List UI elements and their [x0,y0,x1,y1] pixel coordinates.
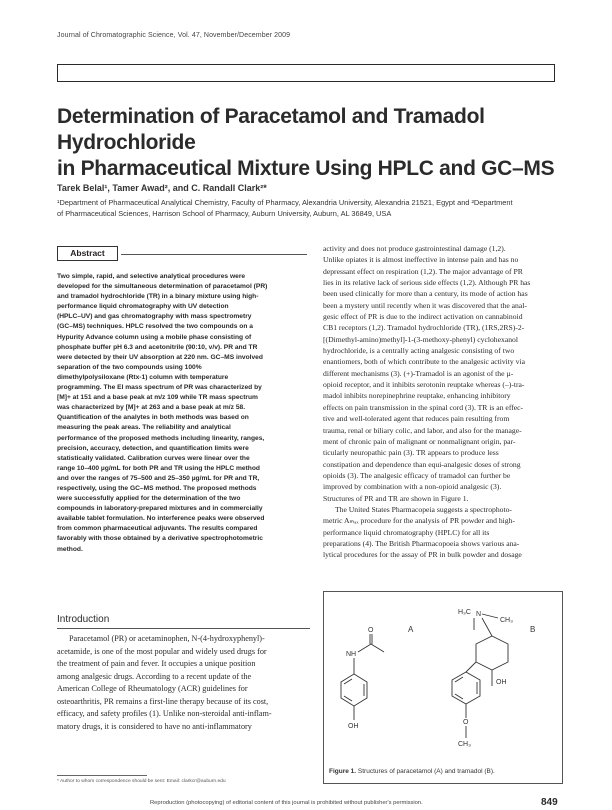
text-line: effects on pain transmission in the spinal cord (3). TR is an effec- [323,402,524,412]
abstract-line: from common pharmaceutical adjuvants. The results compared [57,525,258,533]
figure-caption-text: Structures of paracetamol (A) and tramadol (B). [357,768,495,775]
text-line: osteoarthritis, PR remains a first-line therapy because of its cost, [57,696,269,706]
paracetamol-structure [341,634,384,720]
figure-1 [323,591,563,784]
abstract-line: [M]+ at 151 and a base peak at m/z 109 while TR mass spectrum [57,394,258,402]
text-line: madol inhibits norepinephrine reuptake, enhancing inhibitory [323,391,511,401]
abstract-line: method. [57,545,83,553]
abstract-line: compounds in laboratory-prepared mixtures and in commercially [57,505,263,513]
text-line: performance liquid chromatography (HPLC) for all its [323,527,490,537]
text-line: Unlike opiates it is almost ineffective in intense pain and has no [323,255,519,265]
text-line: lytical procedures for the assay of PR in bulk powder and dosage [323,550,522,560]
atom-oh: OH [496,679,507,686]
text-line: The United States Pharmacopeia suggests a spectrophoto- [335,504,512,514]
title-line: Determination of Paracetamol and Tramadol Hydrochloride [57,105,485,154]
abstract-line: Hypurity Advance column using a mobile phase consisting of [57,333,252,341]
abstract-line: precision, accuracy, detection, and quantification limits were [57,444,249,452]
text-line: [(Dimethyl-amino)methyl]-1-(3-methoxy-phenyl) cyclohexanol [323,334,518,344]
text-line: opioids (3). The analgesic efficacy of tramadol can further be [323,470,511,480]
text-line: different mechanisms (3). (+)-Tramadol is an agonist of the µ- [323,368,514,378]
text-line: constipation and dependence than equi-analgesic doses of strong [323,459,521,469]
abstract-label: Abstract [57,246,118,261]
text-line: tive and well-tolerated agent that reduces pain resulting from [323,414,510,424]
text-line: CB1 receptors (1,2). Tramadol hydrochloride (TR), (1RS,2RS)-2- [323,323,525,333]
abstract-line: performance liquid chromatography with UV detection [57,303,229,311]
text-line: improved by combination with a non-opioid analgesic (3). [323,482,502,492]
page-number: 849 [541,797,558,808]
text-line: been a mystery until recently when it was discovered that the anal- [323,300,527,310]
atom-oh: OH [348,723,359,730]
text-line: preparations (4). The British Pharmacopoeia shows various ana- [323,538,520,548]
n-methyl-bond [482,614,498,618]
text-line: the treatment of pain and fever. It occupies a unique position [57,659,256,669]
abstract-line: dimethylpolysiloxane (Rtx-1) column with temperature [57,373,229,381]
abstract-line: Quantification of the analytes in both methods was based on [57,414,249,422]
label-b: B [530,625,536,634]
text-line: gesic effect of PR is due to the indirect activation on cannabinoid [323,312,523,322]
benzene-ring [341,674,367,706]
right-column-body [323,243,563,561]
footer-notice: Reproduction (photocopying) of editorial content of this journal is prohibited without publisher's permission. [150,800,423,806]
abstract-line: were detected by their UV absorption at 220 nm. GC–MS involved [57,353,263,361]
abstract-line: and over the ranges of 75–500 and 25–350 µg/mL for PR and TR, [57,474,260,482]
abstract-line: Two simple, rapid, and selective analytical procedures were [57,273,246,280]
affiliation-line: ¹Department of Pharmaceutical Analytical Chemistry, Faculty of Pharmacy, Alexandria University, Alexandria 21521, Egypt and ²Department [57,198,513,207]
text-line: ment of chronic pain of malignant or nonmalignant origin, par- [323,436,516,446]
text-line: lies in its relative lack of serious side effects (1,2). Although PR has [323,278,531,288]
text-line: among analgesic drugs. According to a recent update of the [57,671,252,681]
cyclohexane-ring [476,636,508,670]
methylene-bond [482,618,492,636]
benzene-ring [452,672,480,704]
introduction-heading: Introduction [57,614,110,625]
amide-bond [358,644,371,652]
abstract-line: performance of the proposed methods including linearity, ranges, [57,434,265,442]
abstract-line: (HPLC–UV) and gas chromatography with mass spectrometry [57,313,252,321]
footnote-divider [57,775,147,776]
footnote: * Author to whom correspondence should be sent: Email: clarkcr@auburn.edu [57,779,226,784]
text-line: opioid receptor, and it inhibits serotonin reuptake whereas (–)-tra- [323,380,525,390]
paragraph [323,504,563,561]
text-line: enantiomers, both of which contribute to the analgesic activity via [323,357,525,367]
methyl-bond [371,644,384,652]
journal-header: Journal of Chromatographic Science, Vol. 47, November/December 2009 [57,32,291,39]
abstract-line: programming. The EI mass spectrum of PR was characterized by [57,384,262,392]
text-line: matory drugs, it is considered to have no anti-inflammatory [57,721,252,731]
abstract-line: developed for the simultaneous determination of paracetamol (PR) [57,283,268,291]
affiliations [57,197,557,219]
text-line: acetamide, is one of the most popular and widely used drugs for [57,646,267,656]
tramadol-structure [452,614,508,738]
text-line: efficacy, and safety profiles (1). Unlike non-steroidal anti-inflam- [57,709,272,719]
text-line: Structures of PR and TR are shown in Figure 1. [323,493,469,503]
abstract-line: were successfully applied for the determination of the two [57,495,241,503]
abstract-line: and tramadol hydrochloride (TR) in a binary mixture using high- [57,293,259,301]
atom-ch3: CH₃ [458,741,471,748]
atom-o: O [368,627,374,634]
abstract-line: separation of the two compounds using 100% [57,363,202,371]
label-a: A [408,625,414,634]
aryl-bond [466,662,476,672]
abstract-line: available tablet formulation. No interference peaks were observed [57,515,265,523]
paragraph [323,243,563,504]
atom-o: O [463,719,469,726]
abstract-line: range 10–400 µg/mL for both PR and TR using the HPLC method [57,464,260,472]
article-title [57,104,562,182]
atom-nh: NH [346,651,357,658]
abstract-body [57,272,310,555]
abstract-divider [121,254,307,255]
figure-caption-label: Figure 1. [329,768,357,775]
text-line: metric Aₘₐₓ procedure for the analysis of PR powder and high- [323,516,515,526]
atom-ch3: CH₃ [500,617,513,624]
abstract-line: (GC–MS) techniques. HPLC resolved the two compounds on a [57,323,253,331]
text-line: depressant effect on respiration (1,2). The major advantage of PR [323,266,523,276]
abstract-line: measuring the peak areas. The reliability and analytical [57,424,231,432]
abstract-line: statistically validated. Calibration curves were linear over the [57,454,250,462]
text-line: trauma, renal or biliary colic, and labor, and also for the manage- [323,425,522,435]
text-line: hydrochloride, is a centrally acting analgesic consisting of two [323,346,515,356]
text-line: been used clinically for more than a century, its mode of action has [323,289,528,299]
abstract-line: was characterized by [M]+ at 263 and a base peak at m/z 58. [57,404,246,412]
atom-h3c: H₃C [458,609,471,616]
title-line: in Pharmaceutical Mixture Using HPLC and GC–MS [57,157,555,180]
text-line: Paracetamol (PR) or acetaminophen, N-(4-hydroxyphenyl)- [69,634,265,643]
abstract-line: phosphate buffer pH 6.3 and acetonitrile (90:10, v/v). PR and TR [57,343,258,351]
introduction-body [57,633,310,733]
figure-caption [329,768,495,775]
chemical-structures-svg [324,592,562,783]
introduction-divider [57,628,310,629]
header-bar [57,64,555,82]
text-line: American College of Rheumatology (ACR) guidelines for [57,684,248,694]
text-line: ticularly neuropathic pain (3). TR appears to produce less [323,448,499,458]
affiliation-line: of Pharmaceutical Sciences, Harrison School of Pharmacy, Auburn University, Auburn, AL 36849, USA [57,209,392,218]
abstract-line: respectively, using the GC–MS method. The proposed methods [57,484,257,492]
abstract-line: favorably with those obtained by a derivative spectrophotometric [57,535,263,543]
author-list: Tarek Belal¹, Tamer Awad², and C. Randall Clark²* [57,183,267,193]
text-line: activity and does not produce gastrointestinal damage (1,2). [323,244,506,253]
atom-n: N [476,611,482,618]
